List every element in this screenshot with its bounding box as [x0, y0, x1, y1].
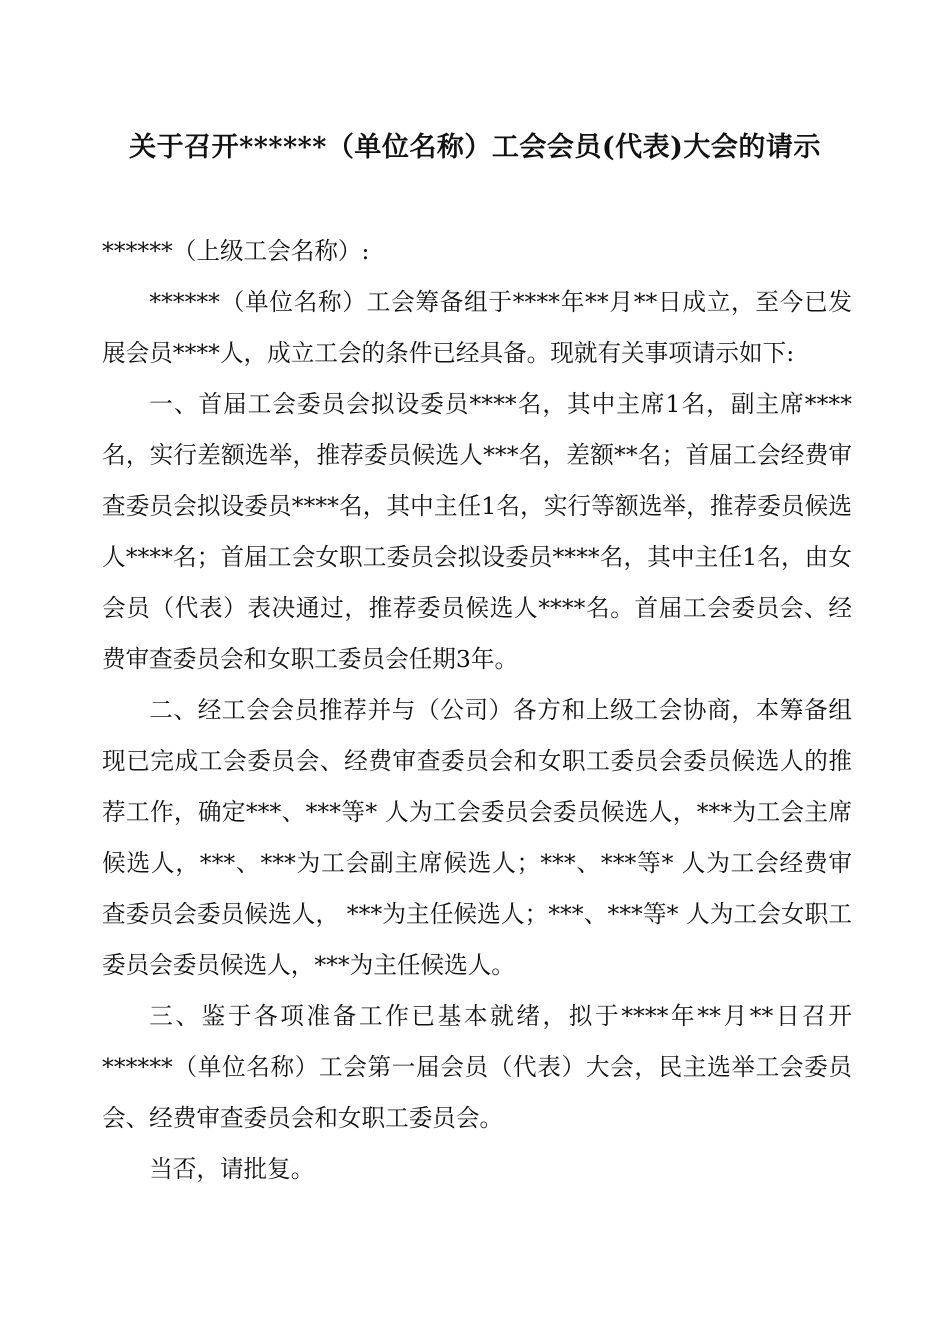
paragraph-item-1: 一、首届工会委员会拟设委员****名，其中主席1名，副主席****名，实行差额选举，推荐委员候选人***名，差额**名；首届工会经费审查委员会拟设委员****名，其中主任1名，实行等额选举，推荐委员候选人****名；首届工会女职工委员会拟设委员****名，其中主任1名，由女会员（代表）表决通过，推荐委员候选人****名。首届工会委员会、经费审查委员会和女职工委员会任期3年。 — [102, 390, 852, 673]
paragraph-item-2: 二、经工会会员推荐并与（公司）各方和上级工会协商，本筹备组现已完成工会委员会、经费审查委员会和女职工委员会委员候选人的推荐工作，确定***、***等* 人为工会委员会委员候选人，***为工会主席候选人，***、***为工会副主席候选人；***、***等* 人为工会经费审查委员会委员候选人， ***为主任候选人；***、***等* 人为工会女职工委员会委员候选人，***为主任候选人。 — [102, 696, 852, 979]
paragraph-item-3: 三、鉴于各项准备工作已基本就绪，拟于****年**月**日召开******（单位名称）工会第一届会员（代表）大会，民主选举工会委员会、经费审查委员会和女职工委员会。 — [102, 1002, 852, 1132]
closing-request: 当否，请批复。 — [149, 1155, 315, 1183]
salutation: ******（上级工会名称）: — [102, 237, 370, 265]
document-body — [102, 226, 852, 1195]
document-title: 关于召开******（单位名称）工会会员(代表)大会的请示 — [129, 132, 821, 163]
paragraph-intro: ******（单位名称）工会筹备组于****年**月**日成立，至今已发展会员****人，成立工会的条件已经具备。现就有关事项请示如下: — [102, 288, 852, 367]
